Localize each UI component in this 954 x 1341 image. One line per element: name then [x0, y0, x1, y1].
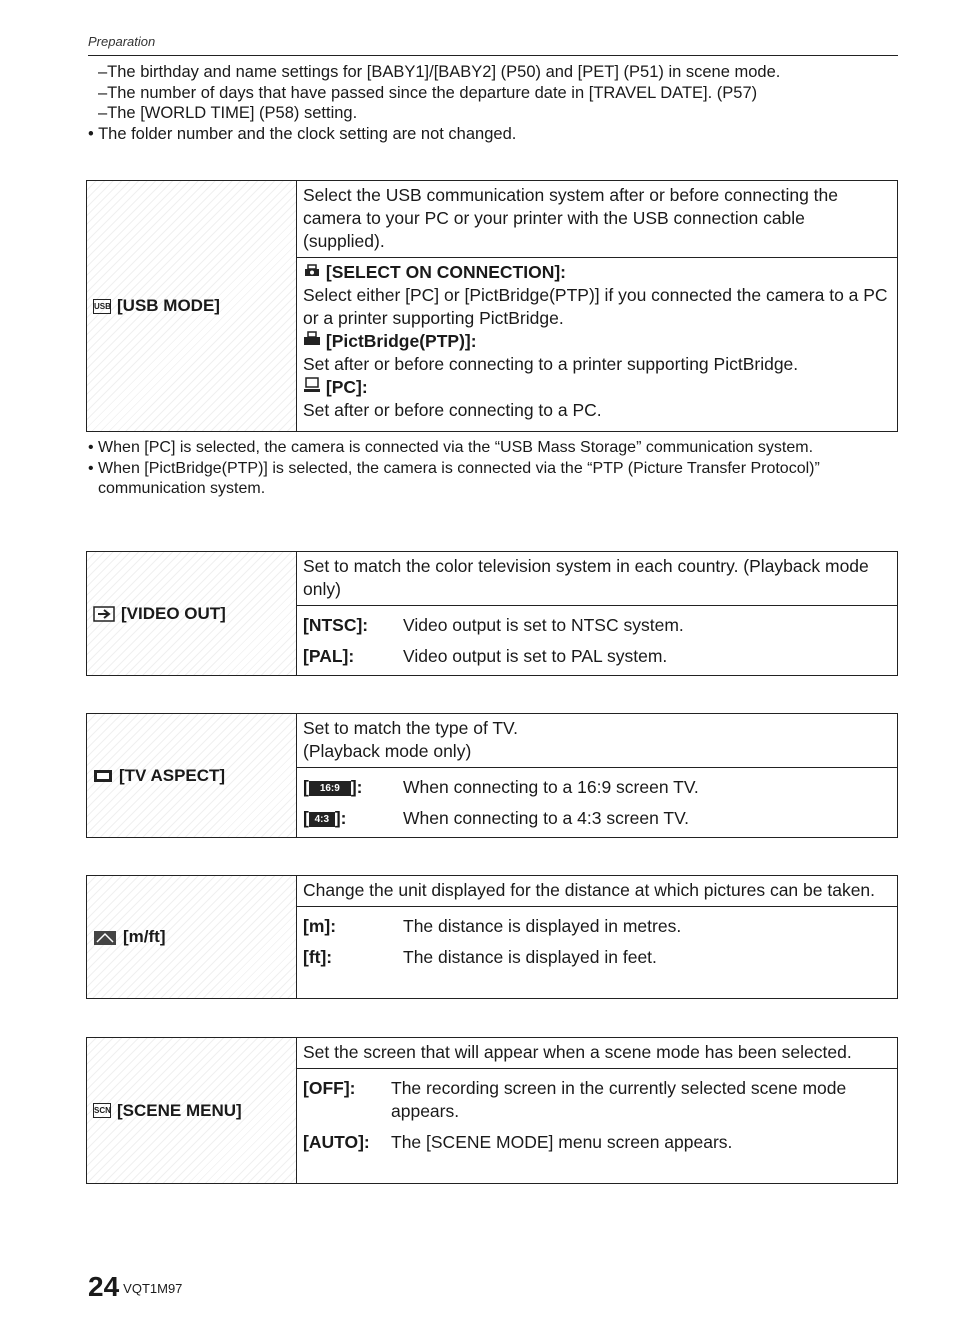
- pictbridge-desc: Set after or before connecting to a printer supporting PictBridge.: [303, 354, 799, 374]
- pictbridge-title: [PictBridge(PTP)]:: [325, 331, 477, 351]
- tv-aspect-label: [TV ASPECT]: [119, 765, 226, 785]
- option-key: [AUTO]:: [303, 1132, 370, 1152]
- usb-mode-label: [USB MODE]: [117, 296, 220, 315]
- video-out-icon: [93, 604, 121, 624]
- tv-aspect-label-cell: [87, 714, 297, 837]
- m-ft-description: Change the unit displayed for the distance at which pictures can be taken.: [297, 876, 897, 907]
- page-number: 24: [88, 1271, 120, 1302]
- usb-mode-description: Select the USB communication system after or before connecting the camera to your PC or your printer with the USB connection cable (supplied).: [297, 181, 897, 258]
- video-out-description: Set to match the color television system in each country. (Playback mode only): [297, 552, 897, 606]
- intro-notes: [88, 62, 908, 144]
- mft-option-ft: [297, 942, 897, 973]
- select-connection-title: [SELECT ON CONNECTION]:: [325, 262, 567, 282]
- video-out-label-cell: [87, 552, 297, 675]
- intro-line: –The [WORLD TIME] (P58) setting.: [98, 104, 358, 122]
- select-connection-icon: [303, 262, 326, 282]
- tv-aspect-desc-line: (Playback mode only): [303, 741, 472, 761]
- page-header: [88, 33, 898, 56]
- usb-mode-label-cell: [87, 181, 297, 431]
- scene-option-auto: [297, 1127, 897, 1158]
- scene-menu-description: Set the screen that will appear when a scene mode has been selected.: [297, 1038, 897, 1069]
- page-footer: [88, 1271, 182, 1303]
- option-value: The recording screen in the currently selected scene mode appears.: [391, 1078, 847, 1121]
- printer-icon: [303, 331, 326, 351]
- video-out-table: [86, 551, 898, 676]
- select-connection-desc: Select either [PC] or [PictBridge(PTP)] if you connected the camera to a PC or a printer supporting PictBridge.: [303, 285, 888, 328]
- usb-mode-options: [297, 258, 897, 426]
- scene-menu-label-cell: [87, 1038, 297, 1183]
- aspect-169-icon: 16:9: [309, 781, 351, 796]
- video-option-ntsc: [297, 610, 897, 641]
- option-value: Video output is set to NTSC system.: [403, 615, 684, 635]
- scn-icon: SCN: [93, 1103, 111, 1118]
- tv-aspect-description: [297, 714, 897, 768]
- aspect-43-icon: 4:3: [309, 812, 335, 827]
- option-value: The [SCENE MODE] menu screen appears.: [391, 1132, 733, 1152]
- usb-mode-table: [86, 180, 898, 432]
- usb-notes: [88, 438, 898, 500]
- option-key: [OFF]:: [303, 1078, 356, 1098]
- mft-option-m: [297, 911, 897, 942]
- usb-note: • When [PC] is selected, the camera is connected via the “USB Mass Storage” communication system.: [88, 439, 814, 456]
- scene-menu-table: [86, 1037, 898, 1184]
- tv-aspect-icon: [93, 766, 119, 786]
- intro-line: • The folder number and the clock setting are not changed.: [88, 124, 517, 143]
- intro-line: –The number of days that have passed since the departure date in [TRAVEL DATE]. (P57): [98, 83, 758, 102]
- option-value: When connecting to a 16:9 screen TV.: [403, 777, 699, 797]
- option-key: [PAL]:: [303, 646, 355, 666]
- model-code: VQT1M97: [123, 1281, 183, 1297]
- option-value: The distance is displayed in metres.: [403, 916, 682, 936]
- video-out-label: [VIDEO OUT]: [121, 603, 226, 623]
- intro-line: –The birthday and name settings for [BABY1]/[BABY2] (P50) and [PET] (P51) in scene mode.: [98, 63, 781, 81]
- scene-menu-label: [SCENE MENU]: [117, 1100, 242, 1120]
- tv-option-43: [ 4:3 ]: When connecting to a 4:3 screen TV.: [297, 803, 897, 834]
- pc-title: [PC]:: [325, 377, 368, 397]
- scene-option-off: [297, 1073, 897, 1127]
- option-key: [NTSC]:: [303, 615, 369, 635]
- tv-aspect-desc-line: Set to match the type of TV.: [303, 718, 518, 738]
- option-value: The distance is displayed in feet.: [403, 947, 657, 967]
- option-value: When connecting to a 4:3 screen TV.: [403, 808, 690, 828]
- pc-icon: [303, 377, 326, 397]
- pc-desc: Set after or before connecting to a PC.: [303, 400, 602, 420]
- tv-aspect-table: [86, 713, 898, 838]
- usb-icon: USB: [93, 299, 111, 314]
- option-key: [ft]:: [303, 947, 333, 967]
- usb-note: • When [PictBridge(PTP)] is selected, the camera is connected via the “PTP (Picture Transfer Protocol)” communication system.: [88, 459, 820, 497]
- m-ft-table: [86, 875, 898, 999]
- video-option-pal: [297, 641, 897, 672]
- m-ft-icon: [93, 927, 123, 947]
- option-value: Video output is set to PAL system.: [403, 646, 668, 666]
- tv-option-169: [ 16:9 ]: When connecting to a 16:9 screen TV.: [297, 772, 897, 803]
- m-ft-label-cell: [87, 876, 297, 998]
- m-ft-label: [m/ft]: [123, 927, 166, 946]
- option-key: [m]:: [303, 916, 337, 936]
- section-title: Preparation: [88, 34, 156, 49]
